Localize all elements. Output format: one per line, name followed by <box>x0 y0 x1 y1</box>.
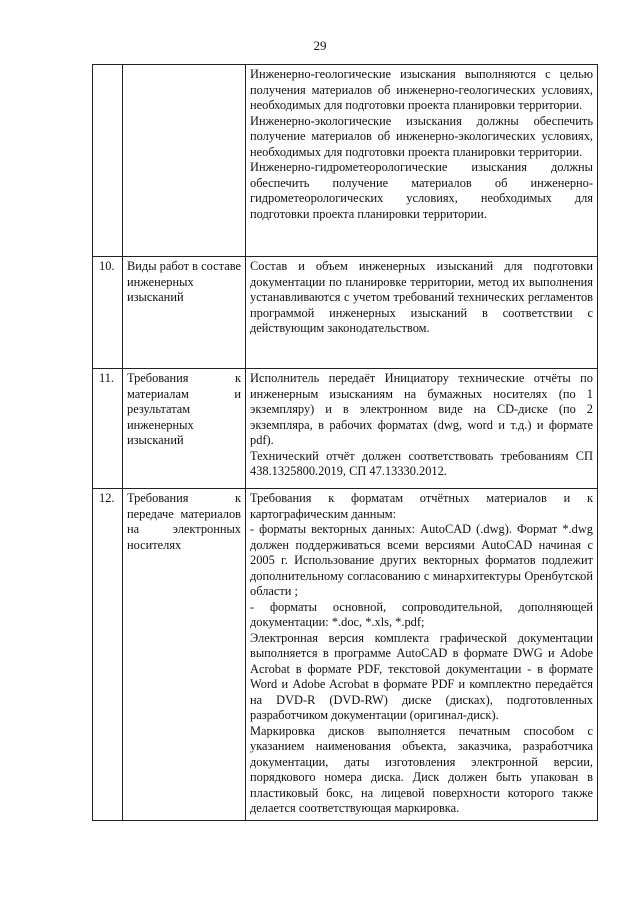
paragraph: Маркировка дисков выполняется печатным способом с указанием наименования объекта, заказчика, разработчика документации, даты изготовления электронной версии, порядкового номера диска. Диск должен быть упакован в пластиковый бокс, на лицевой поверхности которого также делается соответствующая маркировка. <box>250 723 593 815</box>
table-row <box>93 257 598 369</box>
row-number: 10. <box>93 257 123 369</box>
table-row <box>93 489 598 821</box>
paragraph: Инженерно-геологические изыскания выполняются с целью получения материалов об инженерно-геологических условиях, необходимых для подготовки проекта планировки территории. <box>250 67 593 112</box>
row-description <box>246 369 598 489</box>
row-title: Виды работ в составе инженерных изысканий <box>123 257 246 369</box>
paragraph: Инженерно-экологические изыскания должны обеспечить получение материалов об инженерно-экологических условиях, необходимых для подготовки проекта планировки территории. <box>250 113 593 159</box>
paragraph: - форматы векторных данных: AutoCAD (.dwg). Формат *.dwg должен поддерживаться всеми версиями AutoCAD начиная с 2005 г. Использование других векторных форматов подлежит дополнительному согласованию с минархитектуры Оренбутской области ; <box>250 522 593 598</box>
row-title <box>123 65 246 257</box>
paragraph: Состав и объем инженерных изысканий для подготовки документации по планировке территории, метод их выполнения устанавливаются с учетом требований технических регламентов программой инженерных изысканий в соответствии с действующим законодательством. <box>250 259 593 335</box>
row-description <box>246 65 598 257</box>
row-title: Требования к передаче материалов на электронных носителях <box>123 489 246 821</box>
requirements-table <box>92 64 598 821</box>
paragraph: Исполнитель передаёт Инициатору технические отчёты по инженерным изысканиям на бумажных носителях (по 1 экземпляру) и в электронном виде на CD-диске (по 2 экземпляра, в рабочих форматах (dwg, word и т.д.) и формате pdf). <box>250 371 593 447</box>
table-row <box>93 369 598 489</box>
row-number <box>93 65 123 257</box>
row-title: Требования к материалам и результатам инженерных изысканий <box>123 369 246 489</box>
table-row <box>93 65 598 257</box>
paragraph: Технический отчёт должен соответствовать требованиям СП 438.1325800.2019, СП 47.13330.2012. <box>250 448 593 478</box>
page-number: 29 <box>313 38 327 53</box>
row-number: 11. <box>93 369 123 489</box>
row-number: 12. <box>93 489 123 821</box>
paragraph: Инженерно-гидрометеорологические изыскания должны обеспечить получение материалов об инженерно-гидрометеорологических условиях, необходимых для подготовки проекта планировки территории. <box>250 160 593 221</box>
row-description <box>246 257 598 369</box>
paragraph: Требования к форматам отчётных материалов и к картографическим данным: <box>250 491 593 521</box>
row-description <box>246 489 598 821</box>
paragraph: Электронная версия комплекта графической документации выполняется в программе AutoCAD в формате DWG и Adobe Acrobat в формате PDF, текстовой документации - в формате Word и Adobe Acrobat в формате PDF и комплектно передаётся на DVD-R (DVD-RW) диске (дисках), подготовленных разработчиком документации (оригинал-диск). <box>250 630 593 722</box>
paragraph: - форматы основной, сопроводительной, дополняющей документации: *.doc, *.xls, *.pdf; <box>250 599 593 629</box>
